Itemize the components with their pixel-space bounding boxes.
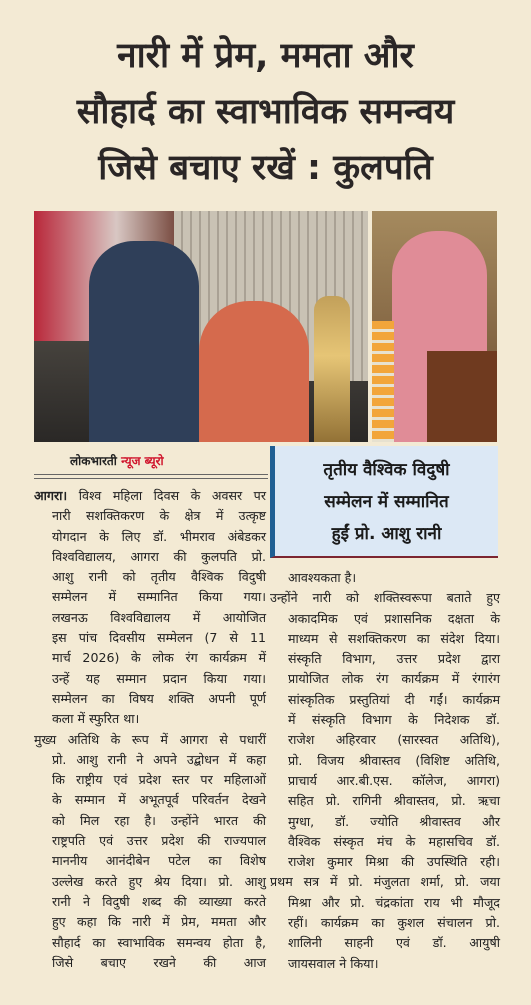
article-line: मुख्य अतिथि के रूप में आगरा से पधारीं [34,731,266,747]
article-line: विश्वविद्यालय, आगरा की कुलपति प्रो. [52,548,266,564]
byline-source: लोकभारती [70,454,117,468]
subheadline-box [270,446,498,558]
article-line: मुग्धा, डॉ. ज्योति श्रीवास्तव और [288,813,500,829]
article-line: राष्ट्रपति एवं उत्तर प्रदेश की राज्यपाल [52,833,266,849]
article-line: इस पांच दिवसीय सम्मेलन (7 से 11 [52,630,266,646]
article-line: संस्कृति विभाग, उत्तर प्रदेश द्वारा [288,651,500,667]
article-line: प्रायोजित लोक रंग कार्यक्रम में रंगारंग [288,671,500,687]
subheadline-line-1: तृतीय वैश्विक विदुषी [323,460,450,480]
photo-lamp [314,296,350,442]
photo-podium [427,351,497,442]
article-line: राजेश कुमार मिश्रा की उपस्थिति रही। [288,854,500,870]
article-line: आशु रानी को तृतीय वैश्विक विदुषी [52,569,266,585]
article-line: उन्हें यह सम्मान प्रदान किया गया। [52,670,266,686]
article-line: शालिनी साहनी एवं डॉ. आयुषी [288,935,500,951]
article-line: आवश्यकता है। [288,570,357,585]
article-line: जिसे बचाए रखने की आज [52,954,266,970]
article-line: में संस्कृति विभाग के निदेशक डॉ. [288,712,500,728]
article-line: मार्च 2026) के लोक रंग कार्यक्रम में [52,650,266,666]
article-line: नारी सशक्तिकरण के क्षेत्र में उत्कृष्ट [52,508,266,524]
speaker-photo [372,211,497,442]
headline-line-3: जिसे बचाए रखें : कुलपति [98,148,433,188]
article-line: प्राचार्य आर.बी.एस. कॉलेज, आगरा) [288,772,500,788]
lamp-lighting-photo [34,211,368,442]
article-line: राजेश अहिरवार (सारस्वत अतिथि), [288,732,500,748]
article-line: मिश्रा और प्रो. चंद्रकांता राय भी मौजूद [288,894,500,910]
article-line: माननीय आनंदीबेन पटेल का विशेष [52,853,266,869]
article-line: माध्यम से सशक्तिकरण का संदेश दिया। [288,630,500,646]
headline-line-1: नारी में प्रेम, ममता और [117,36,414,76]
byline-rule [34,474,268,479]
byline-bureau: न्यूज ब्यूरो [121,454,164,468]
article-line: उल्लेख करते हुए श्रेय दिया। प्रो. आशु [52,873,266,889]
article-line: सांस्कृतिक प्रस्तुतियां दी गईं। कार्यक्रम [288,691,500,707]
headline [0,28,531,196]
byline [70,452,164,469]
article-line: कि राष्ट्रीय एवं प्रदेश स्तर पर महिलाओं [52,772,266,788]
subheadline-line-2: सम्मेलन में सम्मानित [324,492,449,512]
article-line: आगरा। विश्व महिला दिवस के अवसर पर [34,488,266,503]
article-line: रानी ने विदुषी शब्द की व्याख्या करते [52,893,266,909]
article-line: वैश्विक संस्कृत मंच के महासचिव डॉ. [288,833,500,849]
article-column-right [270,568,500,974]
article-line: योगदान के लिए डॉ. भीमराव अंबेडकर [52,528,266,544]
article-line: को मिल रहा है। उन्होंने भारत की [52,812,266,828]
article-line: रहीं। कार्यक्रम का कुशल संचालन प्रो. [288,915,500,931]
article-line: प्रो. आशु रानी ने अपने उद्बोधन में कहा [52,751,266,767]
article-line: लखनऊ विश्वविद्यालय में आयोजित [52,609,266,625]
headline-line-2: सौहार्द का स्वाभाविक समन्वय [76,92,455,132]
article-line: सहित प्रो. रागिनी श्रीवास्तव, प्रो. ऋचा [288,793,500,809]
article-line: सम्मेलन में सम्मानित किया गया। [52,589,266,605]
photo-garland [372,321,394,442]
article-line: उन्होंने नारी को शक्तिस्वरूपा बताते हुए [270,590,500,606]
article-line: कला में स्फुरित था। [52,711,140,727]
photo-guest-man [89,241,199,442]
article-line: हुए कहा कि नारी में प्रेम, ममता और [52,914,266,930]
article-line: जायसवाल ने किया। [288,955,379,971]
subheadline-line-3: हुईं प्रो. आशु रानी [331,524,442,544]
article-line: सौहार्द का स्वाभाविक समन्वय होता है, [52,934,266,950]
article-line: अकादमिक एवं प्रशासनिक दक्षता के [288,610,500,626]
article-line: प्रथम सत्र में प्रो. मंजुलता शर्मा, प्रो. जया [270,874,500,890]
dateline: आगरा। [34,488,68,503]
article-line: सम्मेलन का विषय शक्ति अपनी पूर्ण [52,690,266,706]
photo-guest-woman [199,301,309,442]
article-line: के सम्मान में अभूतपूर्व परिवर्तन देखने [52,792,266,808]
article-line: प्रो. विजय श्रीवास्तव (विशिष्ट अतिथि, [288,752,500,768]
article-column-left [34,486,266,973]
